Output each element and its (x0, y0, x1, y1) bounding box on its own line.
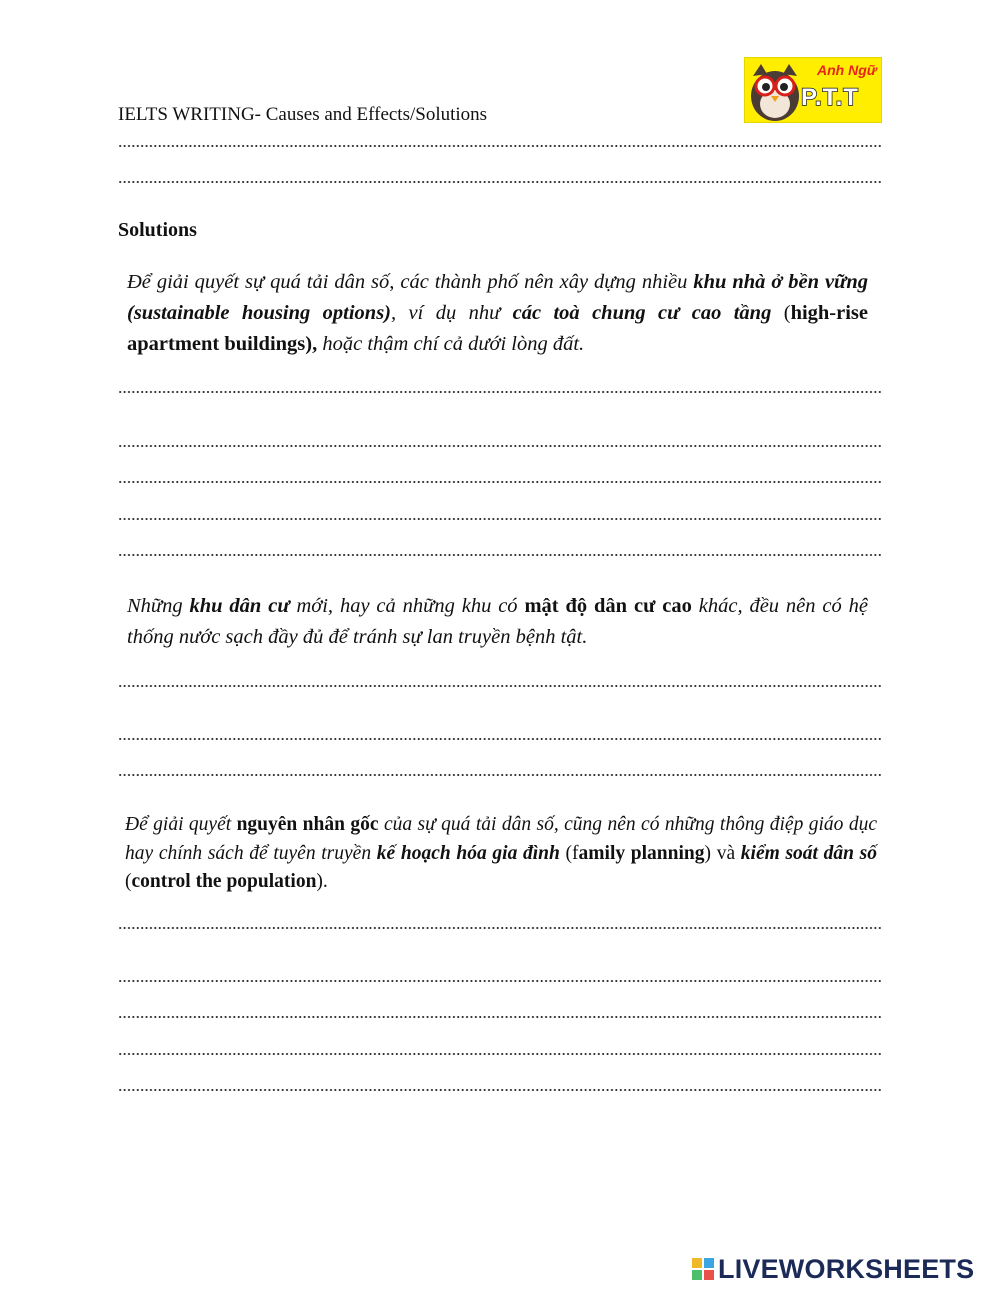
logo-main-text: P.T.T (801, 84, 859, 111)
footer-brand-text: LIVEWORKSHEETS (718, 1253, 975, 1284)
answer-line[interactable] (118, 443, 882, 449)
answer-line[interactable] (118, 479, 882, 485)
answer-line[interactable] (118, 772, 882, 778)
prompt-paragraph-3: Để giải quyết nguyên nhân gốc của sự quá tải dân số, cũng nên có những thông điệp giáo dục hay chính sách để tuyên truyền kế hoạch hóa gia đình (family planning) và kiểm soát dân số (control the population). (125, 814, 878, 892)
answer-line[interactable] (118, 1051, 882, 1057)
answer-line[interactable] (118, 552, 882, 558)
section-heading: Solutions (118, 219, 197, 241)
brand-logo (744, 57, 882, 123)
answer-line[interactable] (118, 925, 882, 931)
liveworksheets-icon (692, 1258, 714, 1280)
answer-line[interactable] (118, 978, 882, 984)
logo-top-text: Anh Ngữ (817, 62, 877, 78)
worksheet-title: IELTS WRITING- Causes and Effects/Solutions (118, 104, 488, 125)
answer-line[interactable] (118, 1087, 882, 1093)
answer-line[interactable] (118, 516, 882, 522)
answer-line[interactable] (118, 179, 882, 185)
answer-line[interactable] (118, 389, 882, 395)
liveworksheets-footer[interactable] (692, 1254, 974, 1284)
answer-line[interactable] (118, 1014, 882, 1020)
answer-line[interactable] (118, 736, 882, 742)
prompt-paragraph-1: Để giải quyết sự quá tải dân số, các thành phố nên xây dựng nhiều khu nhà ở bền vững (sustainable housing options), ví dụ như các toà chung cư cao tầng (high-rise apartment buildings), hoặc thậm chí cả dưới lòng đất. (127, 271, 869, 355)
prompt-paragraph-2: Những khu dân cư mới, hay cả những khu có mật độ dân cư cao khác, đều nên có hệ thống nước sạch đầy đủ để tránh sự lan truyền bệnh tật. (127, 595, 869, 648)
answer-line[interactable] (118, 143, 882, 149)
answer-line[interactable] (118, 683, 882, 689)
